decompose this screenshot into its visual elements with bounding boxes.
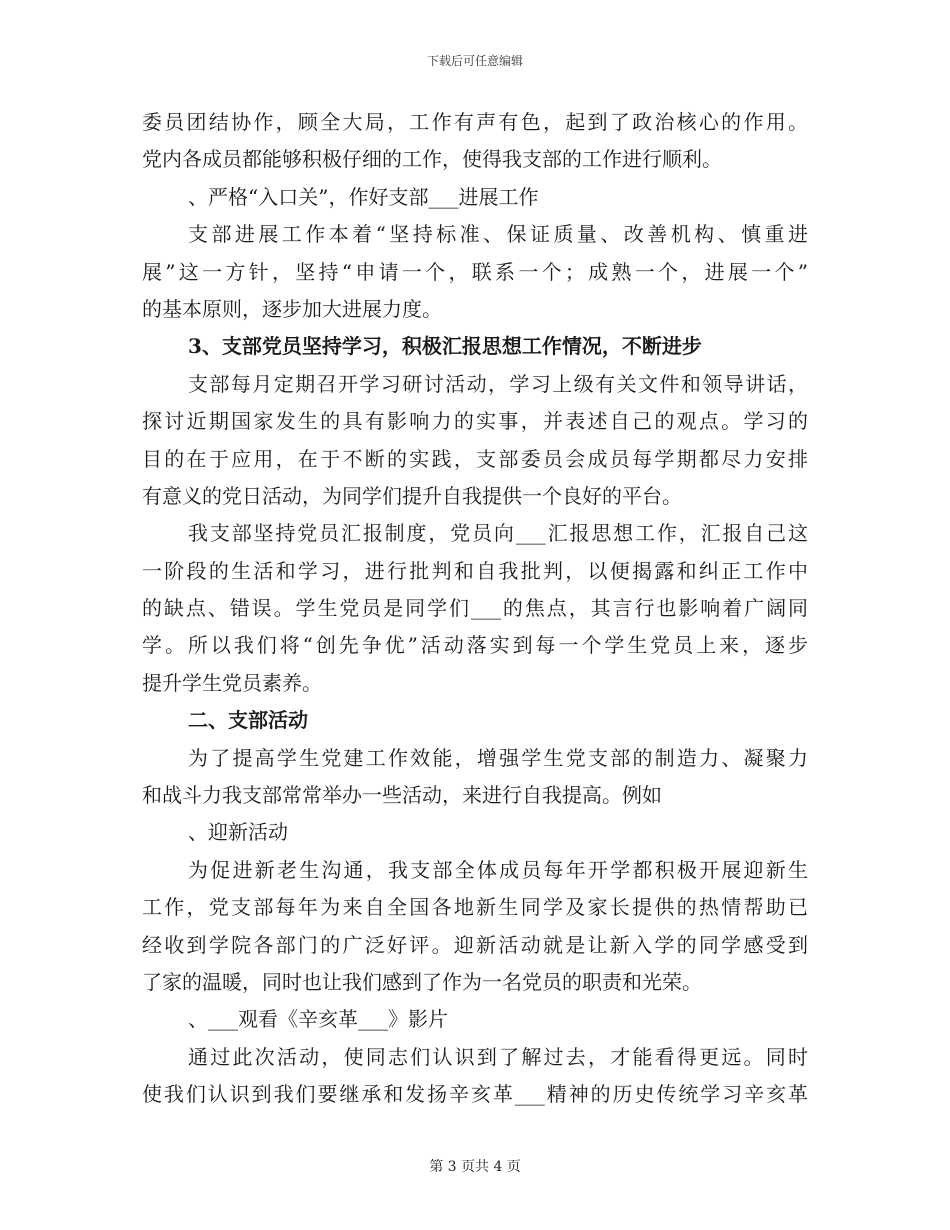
text-line: 支部进展工作本着“坚持标准、保证质量、改善机构、慎重进 (188, 222, 808, 247)
text-line: 学。所以我们将“创先争优”活动落实到每一个学生党员上来，逐步 (142, 633, 808, 658)
text-line: 为促进新老生沟通，我支部全体成员每年开学都积极开展迎新生 (188, 857, 808, 882)
text-line: 的缺点、错误。学生党员是同学们___的焦点，其言行也影响着广阔同 (142, 596, 808, 621)
text-line: 使我们认识到我们要继承和发扬辛亥革___精神的历史传统学习辛亥革 (142, 1082, 808, 1107)
text-line: 工作，党支部每年为来自全国各地新生同学及家长提供的热情帮助已 (142, 895, 808, 920)
text-line: 、___观看《辛亥革___》影片 (188, 1007, 448, 1032)
text-line: 我支部坚持党员汇报制度，党员向___汇报思想工作，汇报自己这 (188, 521, 808, 546)
text-line: 探讨近期国家发生的具有影响力的实事，并表述自己的观点。学习的 (142, 409, 808, 434)
text-line: 、迎新活动 (188, 820, 288, 845)
section-heading-line: 3、支部党员坚持学习，积极汇报思想工作情况，不断进步 (188, 334, 702, 359)
document-body (142, 104, 808, 1114)
page-header: 下载后可任意编辑 (426, 54, 523, 68)
text-line: 党内各成员都能够积极仔细的工作，使得我支部的工作进行顺利。 (142, 147, 722, 172)
text-line: 了家的温暖，同时也让我们感到了作为一名党员的职责和光荣。 (142, 969, 702, 994)
text-line: 、严格“入口关”，作好支部___进展工作 (188, 184, 539, 209)
text-line: 委员团结协作，顾全大局，工作有声有色，起到了政治核心的作用。 (142, 110, 808, 134)
text-line: 经收到学院各部门的广泛好评。迎新活动就是让新入学的同学感受到 (142, 932, 808, 957)
page-footer: 第 3 页共 4 页 (429, 1159, 521, 1175)
text-line: 目的在于应用，在于不断的实践，支部委员会成员每学期都尽力安排 (142, 446, 808, 471)
section-heading-line: 二、支部活动 (188, 708, 308, 733)
text-line: 一阶段的生活和学习，进行批判和自我批判，以便揭露和纠正工作中 (142, 558, 808, 583)
text-line: 支部每月定期召开学习研讨活动，学习上级有关文件和领导讲话， (188, 371, 808, 396)
text-line: 通过此次活动，使同志们认识到了解过去，才能看得更远。同时 (188, 1044, 808, 1069)
text-line: 展”这一方针，坚持“申请一个，联系一个；成熟一个，进展一个” (142, 259, 808, 284)
text-line: 和战斗力我支部常常举办一些活动，来进行自我提高。例如 (142, 783, 662, 808)
text-line: 有意义的党日活动，为同学们提升自我提供一个良好的平台。 (142, 483, 682, 508)
text-line: 提升学生党员素养。 (142, 670, 322, 695)
text-line: 的基本原则，逐步加大进展力度。 (142, 296, 442, 321)
text-line: 为了提高学生党建工作效能，增强学生党支部的制造力、凝聚力 (188, 745, 808, 770)
